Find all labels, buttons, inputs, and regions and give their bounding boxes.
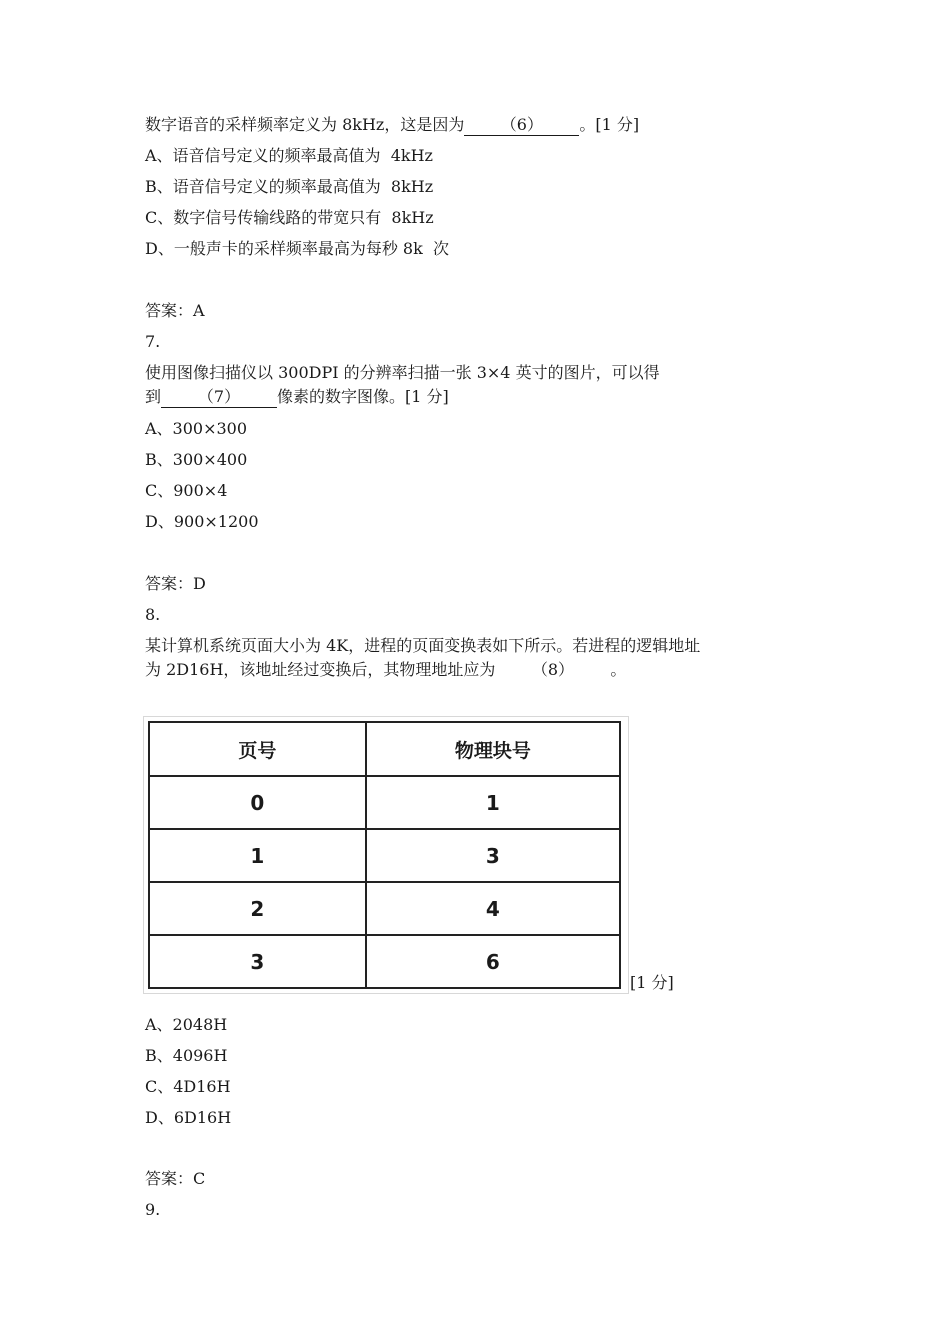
q8-option-b: B、4096H <box>145 1046 228 1065</box>
q8-option-c: C、4D16H <box>145 1077 231 1096</box>
q8-number: 8. <box>145 605 161 624</box>
q8-stem-line2 <box>145 659 626 681</box>
q6-answer: 答案：A <box>145 301 205 320</box>
table-cell: 4 <box>366 882 620 935</box>
table-header-row <box>149 722 620 776</box>
q7-stem-tail: 像素的数字图像。[1 分] <box>277 387 449 406</box>
header-frame-number: 物理块号 <box>366 722 620 776</box>
q6-stem <box>145 114 639 136</box>
q8-stem-text: 为 2D16H，该地址经过变换后，其物理地址应为 <box>145 660 496 679</box>
table-row <box>149 776 620 829</box>
table-cell: 0 <box>149 776 366 829</box>
q7-number: 7. <box>145 332 161 351</box>
q7-stem-text: 到 <box>145 387 162 406</box>
q7-blank: （7） <box>161 387 277 408</box>
table-cell: 3 <box>366 829 620 882</box>
q8-option-d: D、6D16H <box>145 1108 232 1127</box>
q8-stem-line1: 某计算机系统页面大小为 4K，进程的页面变换表如下所示。若进程的逻辑地址 <box>145 636 701 655</box>
table-cell: 3 <box>149 935 366 988</box>
q7-option-a: A、300×300 <box>145 419 248 438</box>
q7-option-c: C、900×4 <box>145 481 228 500</box>
q6-option-b: B、语音信号定义的频率最高值为 8kHz <box>145 177 434 196</box>
table-row <box>149 935 620 988</box>
q8-score: [1 分] <box>630 973 674 992</box>
table-cell: 2 <box>149 882 366 935</box>
header-page-number: 页号 <box>149 722 366 776</box>
page-table <box>148 721 621 989</box>
q6-stem-text: 数字语音的采样频率定义为 8kHz，这是因为 <box>145 115 465 134</box>
q7-option-d: D、900×1200 <box>145 512 259 531</box>
q8-blank: （8） <box>531 660 575 679</box>
table-row <box>149 829 620 882</box>
table-cell: 6 <box>366 935 620 988</box>
q8-answer: 答案：C <box>145 1169 206 1188</box>
q8-option-a: A、2048H <box>145 1015 228 1034</box>
q7-answer: 答案：D <box>145 574 206 593</box>
q6-blank: （6） <box>464 115 579 136</box>
q6-stem-tail: 。[1 分] <box>579 115 640 134</box>
page-table-image <box>143 716 629 994</box>
table-cell: 1 <box>149 829 366 882</box>
table-cell: 1 <box>366 776 620 829</box>
table-row <box>149 882 620 935</box>
q8-stem-tail: 。 <box>610 660 627 679</box>
q7-stem-line2 <box>145 386 449 408</box>
q6-option-a: A、语音信号定义的频率最高值为 4kHz <box>145 146 433 165</box>
q6-option-c: C、数字信号传输线路的带宽只有 8kHz <box>145 208 434 227</box>
q7-option-b: B、300×400 <box>145 450 248 469</box>
q6-option-d: D、一般声卡的采样频率最高为每秒 8k 次 <box>145 239 449 258</box>
q7-stem-line1: 使用图像扫描仪以 300DPI 的分辨率扫描一张 3×4 英寸的图片，可以得 <box>145 363 660 382</box>
q9-number: 9. <box>145 1200 161 1219</box>
